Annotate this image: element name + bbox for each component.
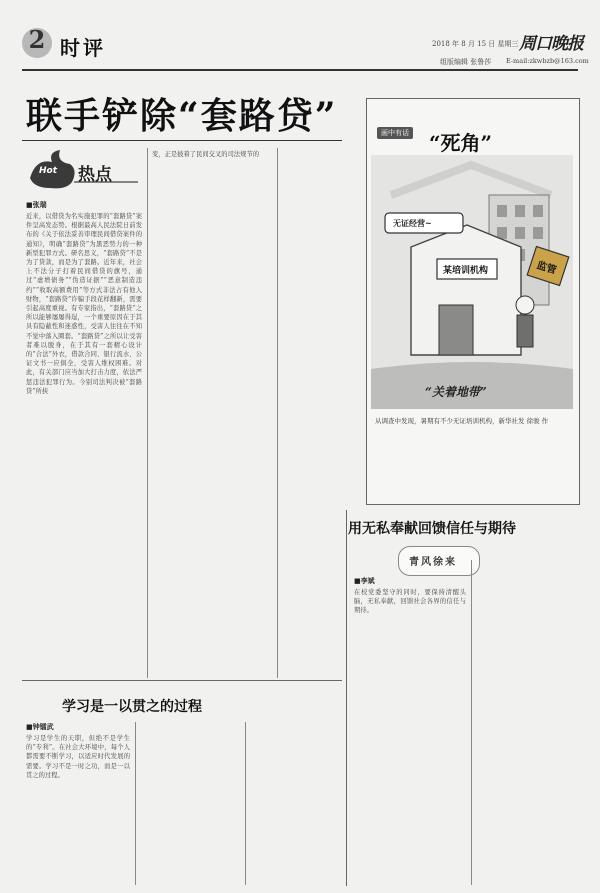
cartoon-illustration xyxy=(371,155,573,409)
issue-date: 2018 年 8 月 15 日 星期三 xyxy=(432,40,519,48)
page-number: 2 xyxy=(28,25,46,54)
cartoon-column-label: 画中有话 xyxy=(377,127,413,139)
cartoon-bottom-label: “关着地带” xyxy=(425,385,487,399)
cartoon-drawing xyxy=(371,155,573,409)
mid-divider-line xyxy=(22,680,342,681)
right-article-col1: 在校党委坚守的同时，要保持清醒头脑，无私奉献，回馈社会各界的信任与期待。 xyxy=(354,589,466,615)
left-article-col3 xyxy=(250,722,342,885)
hot-badge-label: Hot xyxy=(39,166,58,176)
right-article-author: ■李斌 xyxy=(354,576,375,585)
main-headline: 联手铲除“套路贷” xyxy=(26,95,338,137)
col-divider-1 xyxy=(147,148,148,678)
right-article-title: 用无私奉献回馈信任与期待 xyxy=(348,521,516,537)
cartoon-building-label: 某培训机构 xyxy=(443,266,489,276)
section-title: 时评 xyxy=(60,36,106,60)
cartoon-booth-label: 监管 xyxy=(535,260,558,277)
hot-topic-badge xyxy=(26,148,146,192)
header-rule xyxy=(22,69,578,71)
right-article-col2 xyxy=(476,560,578,885)
headline-rule xyxy=(22,140,342,141)
lower-vertical-divider xyxy=(346,510,347,886)
left-article-author: ■钟镭武 xyxy=(26,722,54,731)
cartoon-box xyxy=(366,98,580,505)
col-divider-3 xyxy=(471,560,472,885)
col-divider-2 xyxy=(277,148,278,678)
right-column-label: 青风徐来 xyxy=(409,557,457,568)
left-article-title: 学习是一以贯之的过程 xyxy=(62,699,202,715)
main-article-col3 xyxy=(282,150,362,678)
left-article-col2 xyxy=(140,722,240,885)
col-divider-5 xyxy=(245,722,246,885)
main-article-col1: 近来，以借贷为名实施犯罪的“套路贷”案件呈高发态势。根据最高人民法院日前发布的《关于依法妥善审理民间借贷案件的通知》，明确“套路贷”为黑恶势力的一种新型犯罪方式。研名思义，“套路贷”不是为了贷款，而是为了套路。近年来，社会上不法分子打着民间借贷的旗号，通过“虚增债务”“伪造证据”“恶意制造违约”“收取高额费用”等方式非法占有他人财物，“套路贷”诈骗手段花样翻新，需要引起高度重视。有专家指出，“套路贷”之所以能够屡屡得逞，一个重要原因在于其具有隐蔽性和迷惑性，受害人往往在不知不觉中落入圈套。“套路贷”之所以让受害者难以脱身，在于其有一套精心设计的“合法”外衣，借款合同、银行流水、公证文书一应俱全，受害人维权困难。对此，有关部门应当加大打击力度，依法严惩违法犯罪行为。今别司法判决被“套路贷”所挟 xyxy=(26,213,142,395)
cartoon-caption: 从调查中发现，暑期有不少无证培训机构，新华社发 徐骏 作 xyxy=(375,417,549,425)
editor-credit: 组版编辑 张鲁莎 xyxy=(440,58,492,66)
contact-email: E-mail:zkwbzb@163.com xyxy=(506,57,589,65)
masthead-logo: 周口晚报 xyxy=(519,34,583,54)
main-article-col2: 变，正是披着了民间交叉的司法规节的 xyxy=(152,151,260,158)
main-article-author: ■张瑞 xyxy=(26,200,47,209)
left-article-col1: 学习是学生的天职，但绝不是学生的“专利”。在社会大环境中，每个人都需要不断学习，以适应时代发展的需要。学习不是一时之功，而是一以贯之的过程。 xyxy=(26,735,130,779)
col-divider-4 xyxy=(135,722,136,885)
cartoon-sign-text: 无证经营~ xyxy=(393,218,432,228)
hot-label: 热点 xyxy=(78,165,112,185)
right-column-badge xyxy=(398,546,480,576)
cartoon-title: “死角” xyxy=(429,131,493,155)
page-header xyxy=(0,0,600,72)
